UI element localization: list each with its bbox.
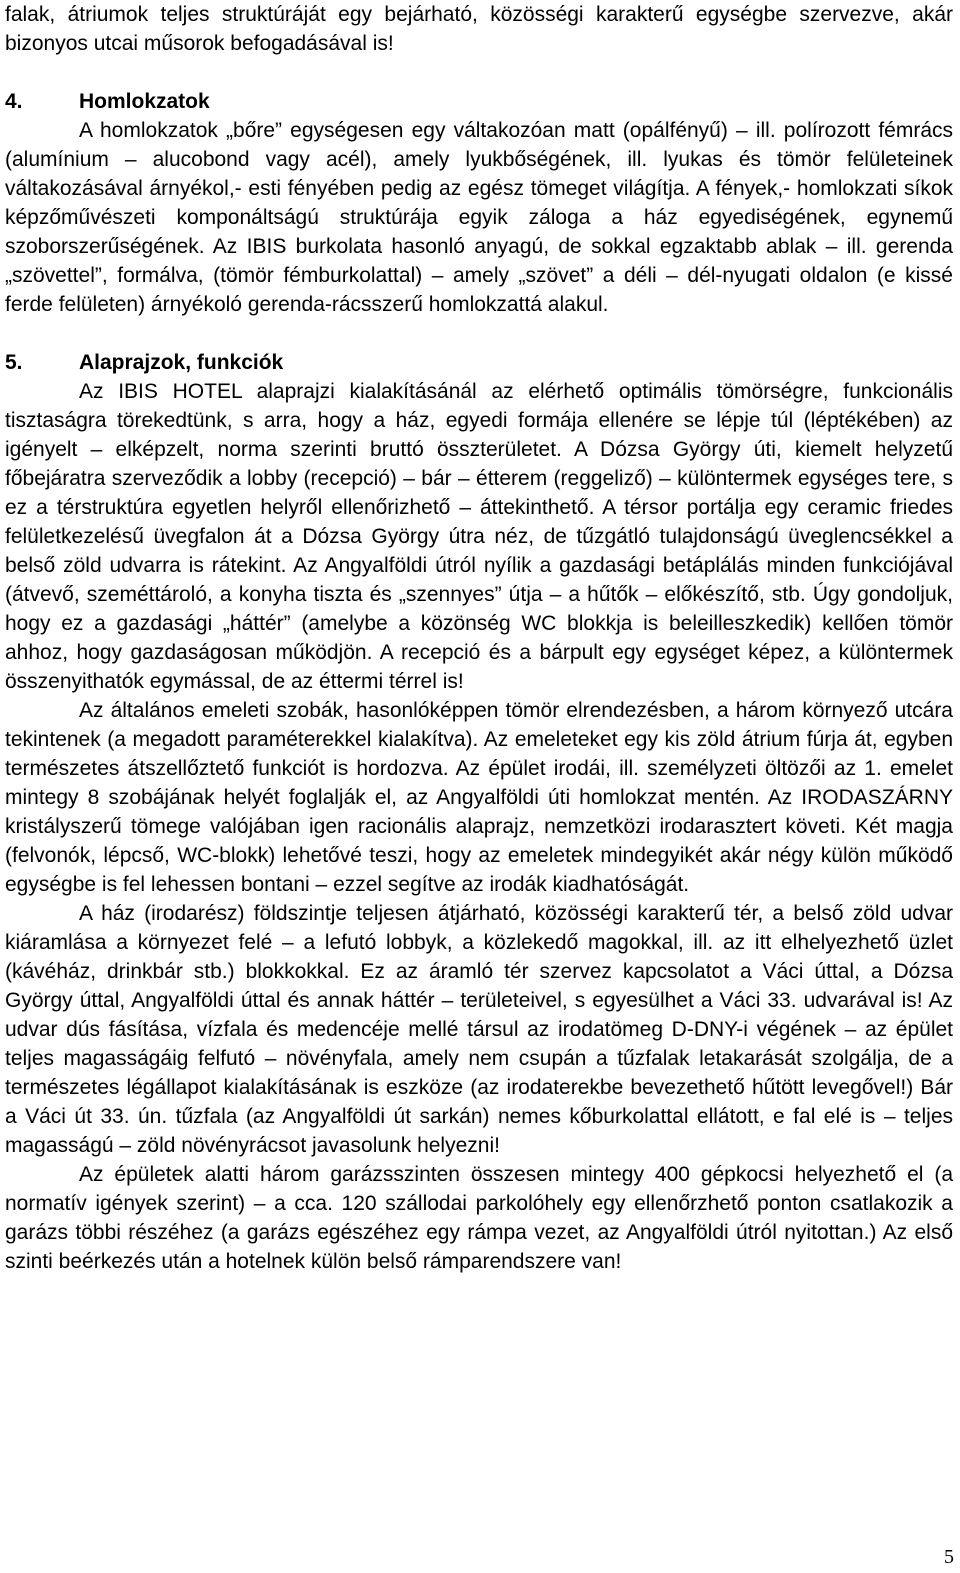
page-number: 5 xyxy=(944,1546,954,1568)
section-5-paragraph-4: Az épületek alatti három garázsszinten összesen mintegy 400 gépkocsi helyezhető el (a normatív igények szerint) – a cca. 120 szállodai parkolóhely egy ellenőrzhető ponton csatlakozik a garázs többi részéhez (a garázs egészéhez egy rámpa vezet, az Angyalföldi útról nyitottan.) Az első szinti beérkezés után a hotelnek külön belső rámparendszere van! xyxy=(5,1163,953,1273)
section-4-title: Homlokzatok xyxy=(79,90,210,113)
section-5-paragraph-2: Az általános emeleti szobák, hasonlóképpen tömör elrendezésben, a három környező utcára tekintenek (a megadott paraméterekkel kialakítva). Az emeleteket egy kis zöld átrium fúrja át, egyben természetes átszellőztető funkciót is hordozva. Az épület irodái, ill. személyzeti öltözői az 1. emelet mintegy 8 szobájának helyét foglalják el, az Angyalföldi úti homlokzat mentén. Az IRODASZÁRNY kristályszerű tömege valójában igen racionális alaprajz, nemzetközi irodarasztert követi. Két magja (felvonók, lépcső, WC-blokk) lehetővé teszi, hogy az emeletek mindegyikét akár négy külön működő egységbe is fel lehessen bontani – ezzel segítve az irodák kiadhatóságát. xyxy=(5,699,953,896)
section-5-title: Alaprajzok, funkciók xyxy=(79,351,284,374)
spacer xyxy=(5,319,953,348)
section-5-heading xyxy=(5,348,953,377)
section-5-paragraph-3: A ház (irodarész) földszintje teljesen átjárható, közösségi karakterű tér, a belső zöld udvar kiáramlása a környezet felé – a lefutó lobbyk, a közlekedő magokkal, ill. az itt elhelyezhető üzlet (kávéház, drinkbár stb.) blokkokkal. Ez az áramló tér szervez kapcsolatot a Váci úttal, a Dózsa György úttal, Angyalföldi úttal és annak háttér – területeivel, s egyesülhet a Váci 33. udvarával is! Az udvar dús fásítása, vízfala és medencéje mellé társul az irodatömeg D-DNY-i végének – az épület teljes magasságáig felfutó – növényfala, amely nem csupán a tűzfalak letakarását szolgálja, de a természetes légállapot kialakításának is eszköze (az irodaterekbe bevezethető hűtött levegővel!) Bár a Váci út 33. ún. tűzfala (az Angyalföldi út sarkán) nemes kőburkolattal ellátott, e fal elé is – teljes magasságú – zöld növényrácsot javasolunk helyezni! xyxy=(5,902,953,1157)
section-4-number: 4. xyxy=(5,90,23,113)
section-4-heading xyxy=(5,87,953,116)
spacer xyxy=(5,58,953,87)
document-page xyxy=(5,0,953,1276)
section-4-paragraph: A homlokzatok „bőre” egységesen egy váltakozóan matt (opálfényű) – ill. polírozott fémrács (alumínium – alucobond vagy acél), amely lyukbőségének, ill. lyukas és tömör felületeinek váltakozásával árnyékol,- esti fényében pedig az egész tömeget világítja. A fények,- homlokzati síkok képzőművészeti komponáltságú struktúrája egyik záloga a ház egyediségének, egynemű szoborszerűségének. Az IBIS burkolata hasonló anyagú, de sokkal egzaktabb ablak – ill. gerenda „szövettel”, formálva, (tömör fémburkolattal) – amely „szövet” a déli – dél-nyugati oldalon (e kissé ferde felületen) árnyékoló gerenda-rácsszerű homlokzattá alakul. xyxy=(5,119,953,316)
section-5-paragraph-1: Az IBIS HOTEL alaprajzi kialakításánál az elérhető optimális tömörségre, funkcionális tisztaságra törekedtünk, s arra, hogy a ház, egyedi formája ellenére se lépje túl (léptékében) az igényelt – elképzelt, norma szerinti bruttó összterületet. A Dózsa György úti, kiemelt helyzetű főbejáratra szerveződik a lobby (recepció) – bár – étterem (reggeliző) – különtermek egységes tere, s ez a térstruktúra egyetlen helyről ellenőrizhető – áttekinthető. A térsor portálja egy ceramic friedes felületkezelésű üvegfalon át a Dózsa György útra néz, de tűzgátló tulajdonságú üveglencsékkel a belső zöld udvarra is rátekint. Az Angyalföldi útról nyílik a gazdasági betáplálás minden funkciójával (átvevő, szeméttároló, a konyha tiszta és „szennyes” útja – a hűtők – előkészítő, stb. Úgy gondoljuk, hogy ez a gazdasági „háttér” (amelybe a közönség WC blokkja is beleilleszkedik) kellően tömör ahhoz, hogy gazdaságosan működjön. A recepció és a bárpult egy egységet képez, a különtermek összenyithatók egymással, de az éttermi térrel is! xyxy=(5,380,953,693)
intro-paragraph: falak, átriumok teljes struktúráját egy bejárható, közösségi karakterű egységbe szervezve, akár bizonyos utcai műsorok befogadásával is! xyxy=(5,3,953,55)
section-5-number: 5. xyxy=(5,351,23,374)
